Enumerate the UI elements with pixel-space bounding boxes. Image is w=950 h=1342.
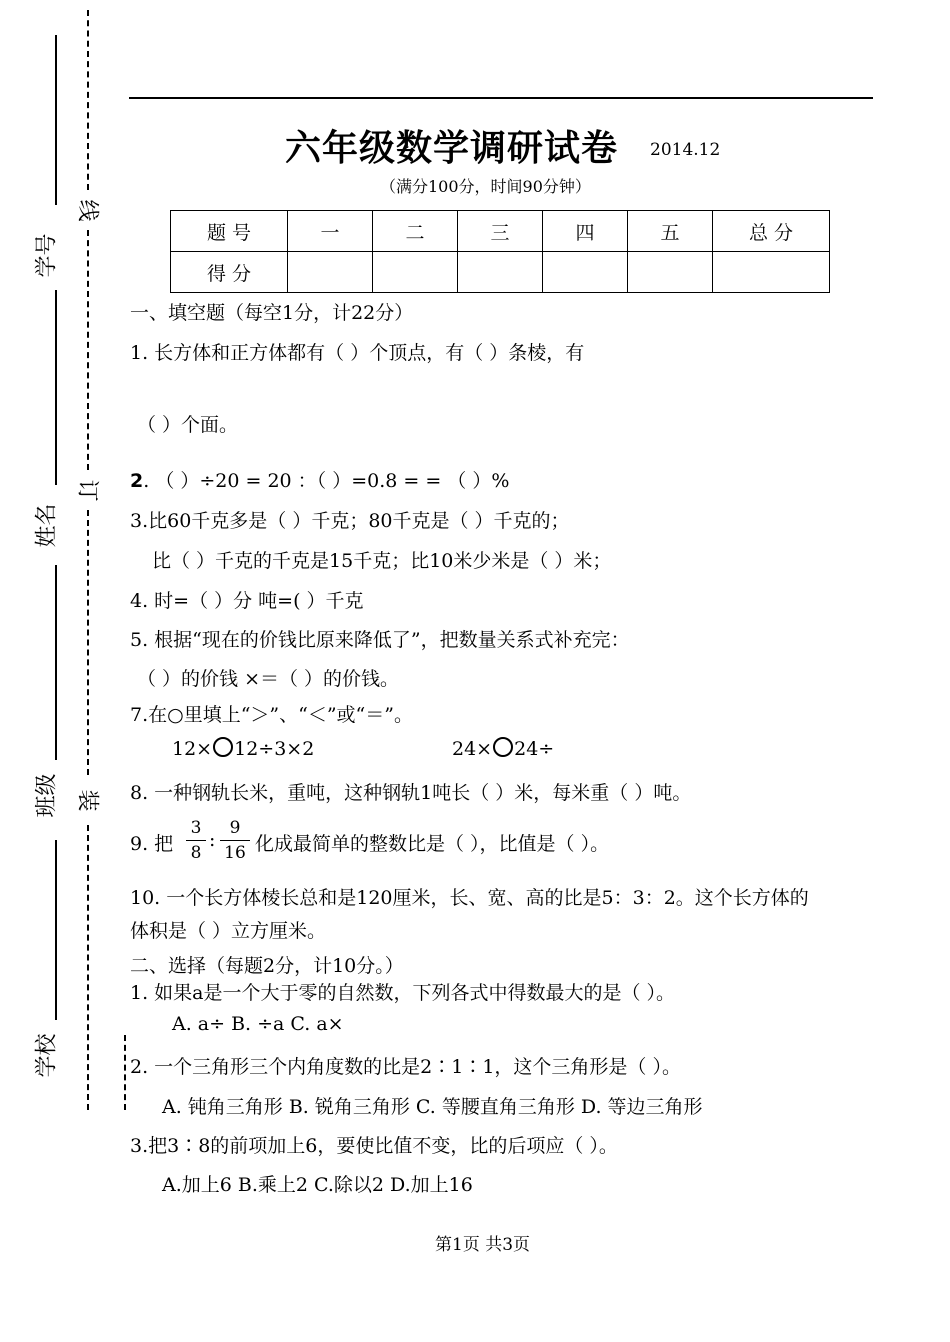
compare-circle-icon[interactable]	[213, 737, 233, 757]
compare-circle-icon[interactable]	[493, 737, 513, 757]
fraction-bar	[186, 840, 206, 841]
fraction-9-16	[220, 818, 250, 863]
compare-left: 12×	[172, 738, 213, 760]
class-label: 班级	[34, 773, 60, 818]
cut-line-top	[87, 10, 89, 190]
question-10-line-2: 体积是（ ）立方厘米。	[130, 920, 327, 942]
question-1-line-1: 1. 长方体和正方体都有（ ）个顶点，有（ ）条棱，有	[130, 342, 585, 364]
fraction-numerator: 9	[229, 818, 241, 838]
score-cell-total[interactable]	[713, 252, 830, 293]
ratio-colon: :	[209, 829, 216, 851]
score-table-score-row	[171, 252, 830, 293]
question-1-line-2: （ ）个面。	[137, 414, 239, 436]
col-header: 三	[458, 211, 543, 252]
choice-question-3-options: A.加上6 B.乘上2 C.除以2 D.加上16	[162, 1174, 473, 1196]
score-cell[interactable]	[543, 252, 628, 293]
row-header-score: 得 分	[171, 252, 288, 293]
exam-date: 2014.12	[650, 140, 721, 160]
cut-line-short	[124, 1035, 126, 1110]
name-label: 姓名	[34, 503, 60, 548]
school-label: 学校	[34, 1033, 60, 1078]
page-footer: 第1页 共3页	[435, 1235, 531, 1255]
question-5-line-1: 5. 根据“现在的价钱比原来降低了”，把数量关系式补充完：	[130, 629, 630, 651]
question-2-text: . （ ）÷20 = 20 ：（ ）=0.8 = = （ ）%	[143, 470, 510, 492]
question-9-text: 化成最简单的整数比是（ ），比值是（ ）。	[255, 833, 610, 855]
cut-mark-bind: 订	[74, 479, 100, 502]
cut-line-mid	[87, 230, 89, 470]
student-id-label: 学号	[34, 233, 60, 278]
row-header-question-no: 题 号	[171, 211, 288, 252]
score-table-header-row	[171, 211, 830, 252]
cut-mark-staple: 装	[74, 789, 100, 812]
col-header: 四	[543, 211, 628, 252]
choice-question-1: 1. 如果a是一个大于零的自然数，下列各式中得数最大的是（ ）。	[130, 982, 676, 1004]
exam-subtitle: （满分100分，时间90分钟）	[380, 177, 591, 196]
cut-line-low	[87, 510, 89, 775]
name-underline	[55, 290, 57, 485]
page-title: 六年级数学调研试卷	[285, 128, 619, 169]
fraction-numerator: 3	[190, 818, 202, 838]
score-table	[170, 210, 830, 293]
question-10-line-1: 10. 一个长方体棱长总和是120厘米，长、宽、高的比是5：3：2。这个长方体的	[130, 887, 809, 909]
question-2-number: 2	[130, 470, 144, 492]
header-rule	[129, 97, 873, 99]
question-9-prefix: 9. 把	[130, 833, 174, 855]
question-5-line-2: （ ）的价钱 ×＝（ ）的价钱。	[137, 668, 400, 690]
col-header-total: 总 分	[713, 211, 830, 252]
choice-question-1-options: A. a÷ B. ÷a C. a×	[172, 1013, 344, 1035]
question-4: 4. 时=（ ）分 吨=( ）千克	[130, 590, 364, 612]
section-1-heading: 一、填空题（每空1分，计22分）	[130, 302, 414, 324]
score-cell[interactable]	[458, 252, 543, 293]
compare-right: 24÷	[514, 738, 555, 760]
question-7-line-1: 7.在○里填上“＞”、“＜”或“＝”。	[130, 704, 413, 726]
question-7-item-1	[172, 737, 314, 760]
fraction-denominator: 16	[224, 843, 246, 863]
score-cell[interactable]	[373, 252, 458, 293]
col-header: 五	[628, 211, 713, 252]
score-cell[interactable]	[288, 252, 373, 293]
fraction-bar	[220, 840, 250, 841]
col-header: 二	[373, 211, 458, 252]
cut-mark-line: 线	[74, 199, 100, 222]
question-3-line-1: 3.比60千克多是（ ）千克；80千克是（ ）千克的；	[130, 510, 570, 532]
score-cell[interactable]	[628, 252, 713, 293]
choice-question-2: 2. 一个三角形三个内角度数的比是2∶1∶1，这个三角形是（ ）。	[130, 1056, 681, 1078]
question-3-line-2: 比（ ）千克的千克是15千克；比10米少米是（ ）米；	[152, 550, 612, 572]
choice-question-2-options: A. 钝角三角形 B. 锐角三角形 C. 等腰直角三角形 D. 等边三角形	[162, 1096, 703, 1118]
choice-question-3: 3.把3∶8的前项加上6，要使比值不变，比的后项应（ ）。	[130, 1135, 618, 1157]
compare-right: 12÷3×2	[234, 738, 315, 760]
compare-left: 24×	[452, 738, 493, 760]
id-underline	[55, 35, 57, 205]
question-7-item-2	[452, 737, 554, 760]
question-2	[130, 466, 509, 493]
school-underline	[55, 840, 57, 1020]
fraction-denominator: 8	[190, 843, 202, 863]
class-underline	[55, 565, 57, 760]
question-8: 8. 一种钢轨长米，重吨，这种钢轨1吨长（ ）米，每米重（ ）吨。	[130, 782, 692, 804]
section-2-heading: 二、选择（每题2分，计10分。）	[130, 955, 404, 977]
cut-line-bottom	[87, 825, 89, 1110]
fraction-3-8	[186, 818, 206, 863]
col-header: 一	[288, 211, 373, 252]
